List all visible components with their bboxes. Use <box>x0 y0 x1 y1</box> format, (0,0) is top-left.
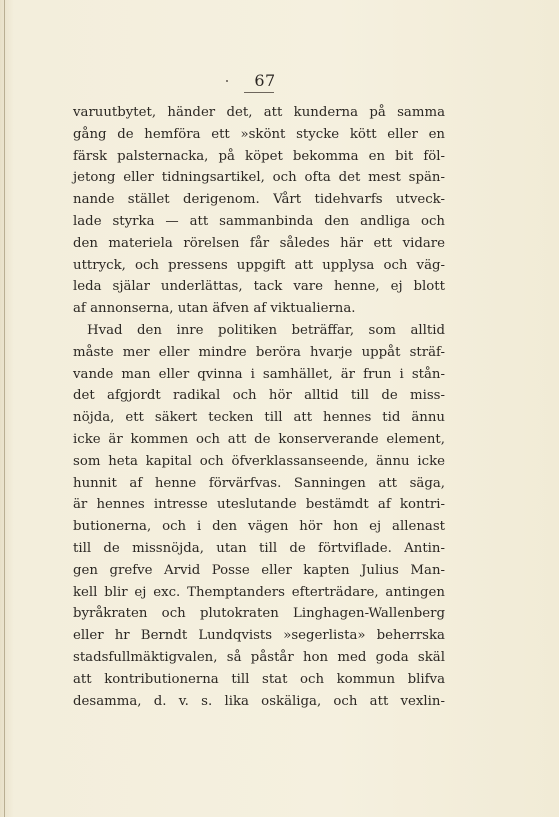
text-line: desamma, d. v. s. lika oskäliga, och att vexlin- <box>73 693 445 709</box>
text-line: som heta kapital och öfverklassanseende, ännu icke <box>73 453 445 469</box>
page-number-underline <box>244 92 274 93</box>
text-line: varuutbytet, händer det, att kunderna på samma <box>73 105 445 120</box>
text-line: lade styrka — att sammanbinda den andliga och <box>73 213 445 229</box>
text-line: stadsfullmäktigvalen, så påstår hon med goda skäl <box>73 649 445 665</box>
text-line: butionerna, och i den vägen hör hon ej allenast <box>73 519 445 535</box>
text-line: byråkraten och plutokraten Linghagen-Wallenberg <box>73 606 445 622</box>
text-line: af annonserna, utan äfven af viktualierna. <box>73 301 356 317</box>
text-line: nande stället derigenom. Vårt tidehvarfs utveck- <box>73 192 445 208</box>
text-line: eller hr Berndt Lundqvists »segerlista» beherrska <box>73 628 445 644</box>
text-line: hunnit af henne förvärfvas. Sanningen att säga, <box>73 475 445 491</box>
page-edge-line <box>4 0 5 817</box>
ink-speck <box>226 80 228 82</box>
body-text <box>73 102 445 712</box>
text-line: den materiela rörelsen får således här ett vidare <box>73 235 445 251</box>
text-line: vande man eller qvinna i samhället, är frun i stån- <box>73 366 445 382</box>
text-line: uttryck, och pressens uppgift att upplysa och väg- <box>73 257 445 273</box>
text-line: att kontributionerna till stat och kommun blifva <box>73 671 445 687</box>
text-line: gen grefve Arvid Posse eller kapten Julius Man- <box>73 562 445 578</box>
text-line: Hvad den inre politiken beträffar, som alltid <box>87 322 445 338</box>
text-line: jetong eller tidningsartikel, och ofta det mest spän- <box>73 170 445 186</box>
text-line: icke är kommen och att de konserverande element, <box>73 431 445 447</box>
text-line: det afgjordt radikal och hör alltid till de miss- <box>73 388 445 404</box>
text-line: måste mer eller mindre beröra hvarje uppåt sträf- <box>73 344 445 360</box>
text-line: färsk palsternacka, på köpet bekomma en bit föl- <box>73 148 445 164</box>
text-line: kell blir ej exc. Themptanders efterträdare, antingen <box>73 584 445 600</box>
text-line: nöjda, ett säkert tecken till att hennes tid ännu <box>73 410 445 426</box>
text-line: är hennes intresse uteslutande bestämdt af kontri- <box>73 497 445 513</box>
text-line: gång de hemföra ett »skönt stycke kött eller en <box>73 126 445 142</box>
text-line: leda själar underlättas, tack vare henne, ej blott <box>73 279 445 295</box>
page-number: 67 <box>254 71 276 90</box>
text-line: till de missnöjda, utan till de förtviflade. Antin- <box>73 540 445 556</box>
